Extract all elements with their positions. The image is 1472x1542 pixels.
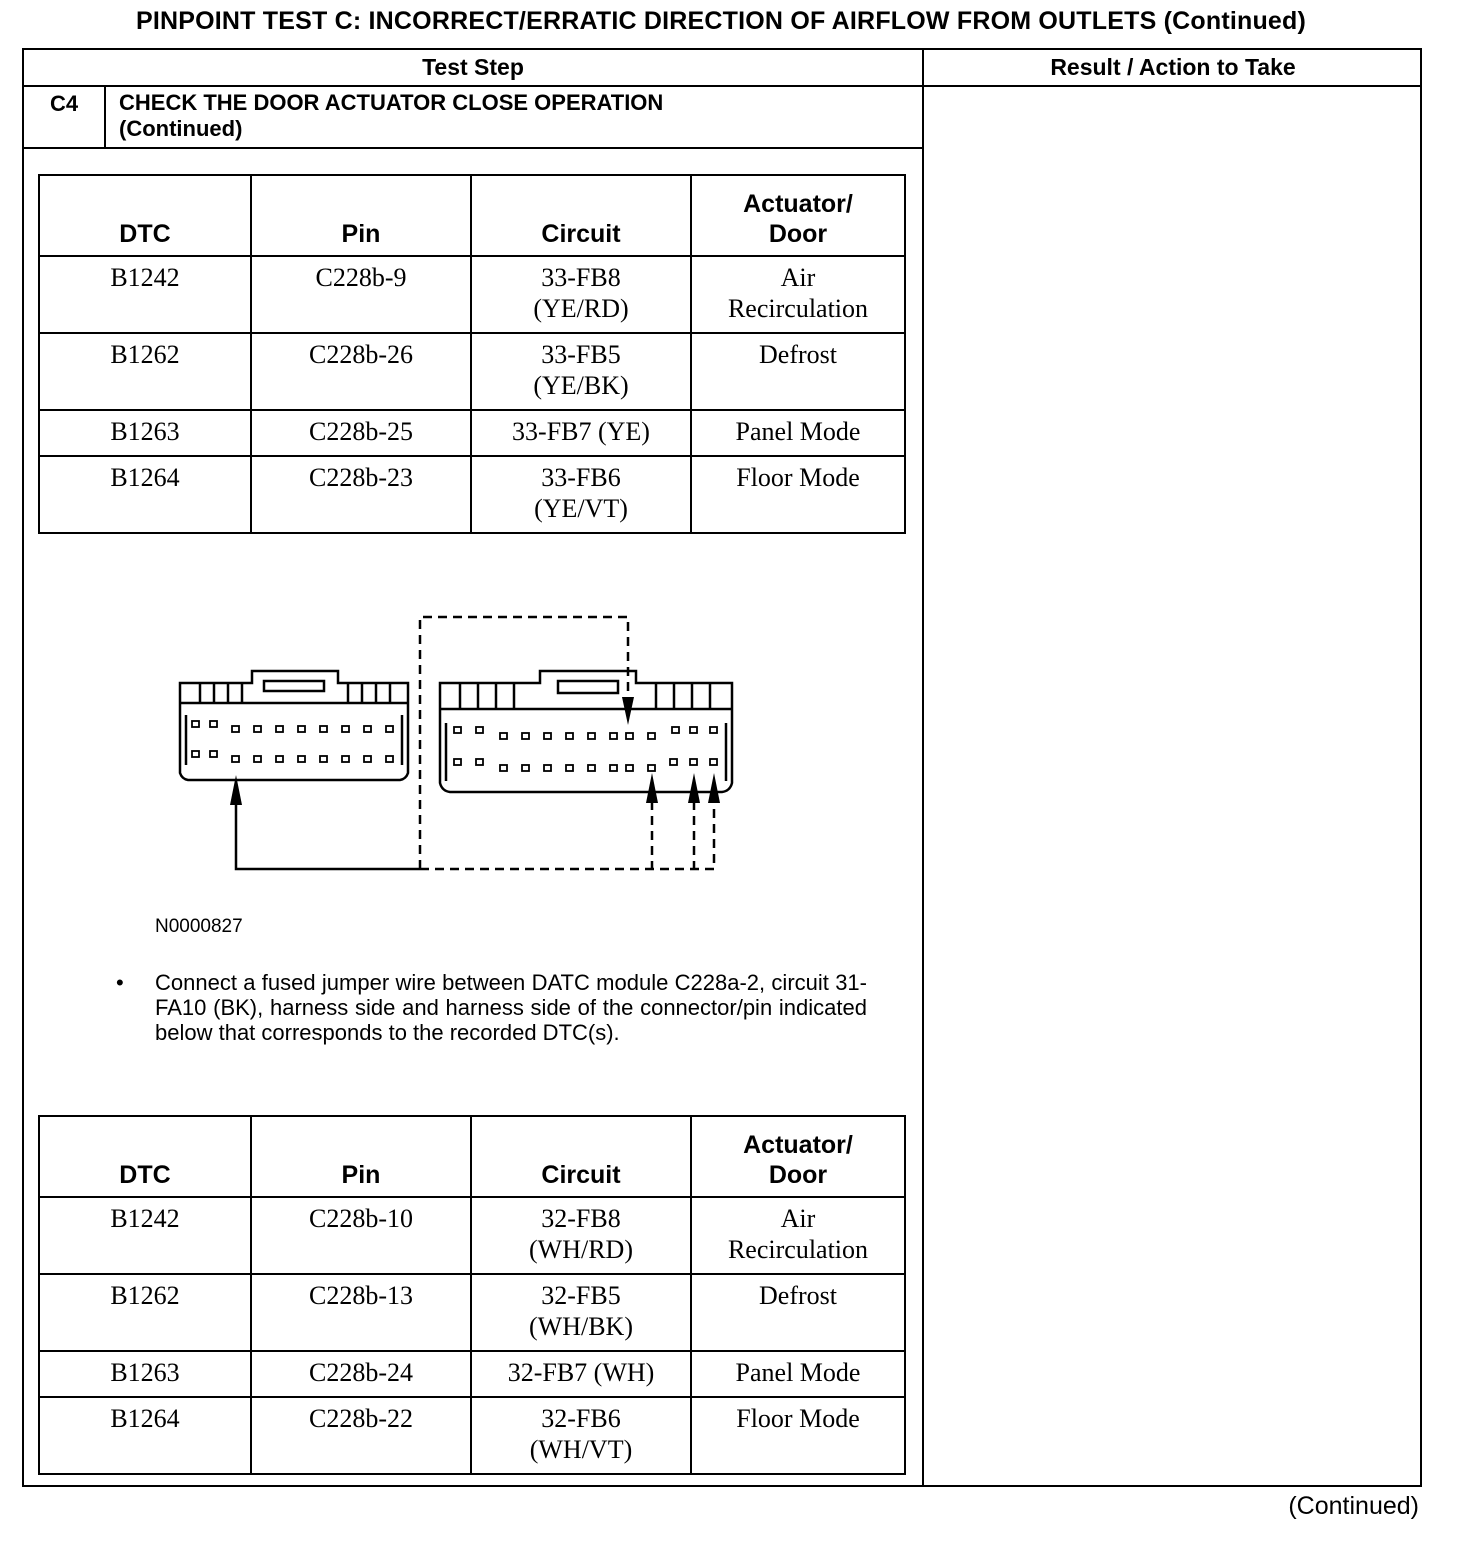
cell-dtc: B1264 (39, 456, 251, 533)
col-header-circuit: Circuit (471, 1116, 691, 1197)
cell-circuit: 32-FB5 (WH/BK) (471, 1274, 691, 1351)
col-header-pin: Pin (251, 175, 471, 256)
step-id-divider (104, 87, 106, 147)
cell-dtc: B1242 (39, 1197, 251, 1274)
step-header (24, 87, 922, 147)
cell-actuator: Defrost (691, 333, 905, 410)
col-header-dtc: DTC (39, 175, 251, 256)
table-row (39, 456, 905, 533)
step-id: C4 (49, 91, 79, 116)
cell-pin: C228b-26 (251, 333, 471, 410)
cell-actuator: Defrost (691, 1274, 905, 1351)
header-test-step: Test Step (422, 54, 524, 80)
page-title: PINPOINT TEST C: INCORRECT/ERRATIC DIRECTION OF AIRFLOW FROM OUTLETS (Continued) (135, 7, 1307, 35)
step-title (119, 90, 663, 142)
cell-circuit: 32-FB7 (WH) (471, 1351, 691, 1397)
step-title-line2: (Continued) (119, 116, 243, 141)
cell-dtc: B1264 (39, 1397, 251, 1474)
connector-diagram (170, 605, 750, 880)
cell-pin: C228b-9 (251, 256, 471, 333)
cell-circuit: 33-FB8 (YE/RD) (471, 256, 691, 333)
cell-actuator: Air Recirculation (691, 1197, 905, 1274)
left-connector (180, 671, 408, 780)
cell-pin: C228b-10 (251, 1197, 471, 1274)
cell-pin: C228b-23 (251, 456, 471, 533)
col-header-dtc: DTC (39, 1116, 251, 1197)
dtc-table-1 (38, 174, 906, 534)
arrow-icons (230, 697, 720, 805)
cell-circuit: 32-FB6 (WH/VT) (471, 1397, 691, 1474)
cell-pin: C228b-24 (251, 1351, 471, 1397)
cell-circuit: 33-FB5 (YE/BK) (471, 333, 691, 410)
cell-actuator: Panel Mode (691, 410, 905, 456)
cell-dtc: B1262 (39, 333, 251, 410)
step-header-divider (24, 147, 922, 149)
dtc-table-2 (38, 1115, 906, 1475)
table-row (39, 1397, 905, 1474)
cell-pin: C228b-22 (251, 1397, 471, 1474)
table-row (39, 1197, 905, 1274)
table-header-row (39, 175, 905, 256)
cell-actuator: Air Recirculation (691, 256, 905, 333)
table-row (39, 256, 905, 333)
col-header-actuator-door: Actuator/ Door (691, 175, 905, 256)
continued-footer: (Continued) (1288, 1492, 1419, 1520)
cell-dtc: B1242 (39, 256, 251, 333)
cell-circuit: 33-FB6 (YE/VT) (471, 456, 691, 533)
instruction-text: Connect a fused jumper wire between DATC module C228a-2, circuit 31-FA10 (BK), harness side and harness side of the connector/pin indicated below that corresponds to the recorded DTC(s). (155, 970, 867, 1045)
cell-actuator: Floor Mode (691, 1397, 905, 1474)
cell-pin: C228b-13 (251, 1274, 471, 1351)
col-header-circuit: Circuit (471, 175, 691, 256)
cell-circuit: 33-FB7 (YE) (471, 410, 691, 456)
cell-pin: C228b-25 (251, 410, 471, 456)
table-header-row (39, 1116, 905, 1197)
table-row (39, 333, 905, 410)
bullet-icon: • (116, 970, 124, 995)
table-row (39, 410, 905, 456)
jumper-wire-solid (236, 805, 420, 869)
cell-circuit: 32-FB8 (WH/RD) (471, 1197, 691, 1274)
table-row (39, 1274, 905, 1351)
figure-id: N0000827 (155, 916, 243, 937)
cell-actuator: Panel Mode (691, 1351, 905, 1397)
cell-dtc: B1263 (39, 1351, 251, 1397)
header-result-action: Result / Action to Take (1050, 54, 1296, 80)
cell-dtc: B1263 (39, 410, 251, 456)
pin-cavities (192, 721, 717, 771)
table-row (39, 1351, 905, 1397)
column-divider (922, 50, 924, 1485)
col-header-actuator-door: Actuator/ Door (691, 1116, 905, 1197)
jumper-wire-dashed (420, 617, 714, 869)
cell-actuator: Floor Mode (691, 456, 905, 533)
step-title-line1: CHECK THE DOOR ACTUATOR CLOSE OPERATION (119, 90, 664, 115)
cell-dtc: B1262 (39, 1274, 251, 1351)
col-header-pin: Pin (251, 1116, 471, 1197)
